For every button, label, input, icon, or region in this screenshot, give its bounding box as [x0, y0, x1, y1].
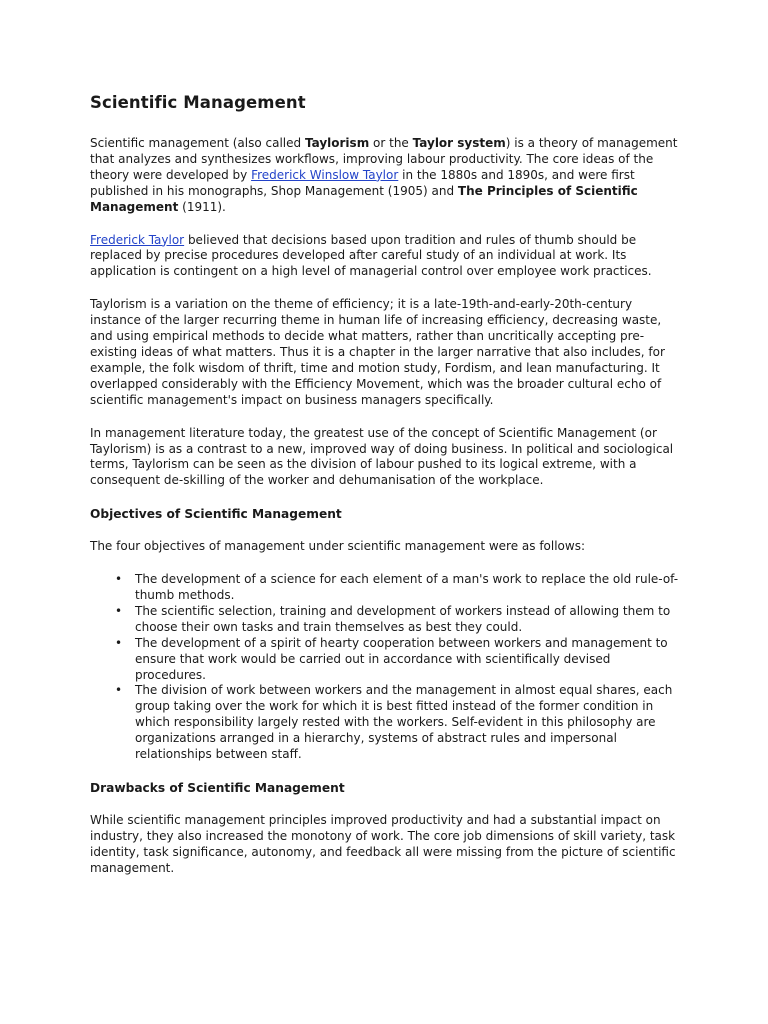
list-item-text: The division of work between workers and the management in almost equal shares, each group taking over the work for which it is best fitted instead of the former condition in which responsibility largely rested with the workers. Self-evident in this philosophy are organizations arranged in a hierarchy, systems of abstract rules and impersonal relationships between staff. [135, 683, 673, 762]
intro-paragraph [90, 136, 680, 216]
list-item [115, 603, 680, 636]
literature-paragraph: In management literature today, the greatest use of the concept of Scientific Management (or Taylorism) is as a contrast to a new, improved way of doing business. In political and sociological terms, Taylorism can be seen as the division of labour pushed to its logical extreme, with a consequent de-skilling of the worker and dehumanisation of the workplace. [90, 425, 674, 488]
list-item [115, 683, 680, 763]
list-item [115, 572, 680, 604]
list-item-text: The development of a science for each element of a man's work to replace the old rule-of-thumb methods. [135, 572, 679, 603]
document-page [90, 92, 680, 894]
bullet-icon: • [115, 572, 123, 587]
frederick-taylor-link[interactable]: Frederick Taylor [90, 232, 185, 247]
bold-principles-title: The Principles of Scientific Management [90, 183, 638, 214]
taylorism-paragraph: Taylorism is a variation on the theme of efficiency; it is a late-19th-and-early-20th-century instance of the larger recurring theme in human life of increasing efficiency, decreasing waste, and using empirical methods to decide what matters, rather than uncritically accepting pre-existing ideas of what matters. Thus it is a chapter in the larger narrative that also includes, for example, the folk wisdom of thrift, time and motion study, Fordism, and lean manufacturing. It overlapped considerably with the Efficiency Movement, which was the broader cultural echo of scientific management's impact on business managers specifically. [90, 297, 665, 407]
intro-text-2: or the [369, 136, 413, 150]
objectives-heading: Objectives of Scientific Management [90, 507, 342, 522]
objectives-intro: The four objectives of management under scientific management were as follows: [90, 539, 586, 554]
frederick-winslow-taylor-link[interactable]: Frederick Winslow Taylor [251, 167, 399, 182]
bold-taylorism: Taylorism [304, 136, 370, 150]
bullet-icon: • [115, 635, 123, 650]
list-item-text: The scientific selection, training and development of workers instead of allowing them to choose their own tasks and train themselves as best they could. [135, 603, 671, 634]
list-item [115, 635, 680, 684]
intro-text-1: Scientific management (also called [90, 136, 305, 150]
taylor-paragraph-text: believed that decisions based upon tradition and rules of thumb should be replaced by precise procedures developed after careful study of an individual at work. Its application is contingent on a high level of managerial control over employee work practices. [90, 232, 652, 279]
taylor-paragraph [90, 233, 680, 281]
list-item-text: The development of a spirit of hearty cooperation between workers and management to ensure that work would be carried out in accordance with scientifically devised procedures. [135, 635, 668, 682]
page-title: Scientific Management [90, 93, 306, 112]
drawbacks-heading: Drawbacks of Scientific Management [90, 781, 345, 795]
objectives-list [90, 572, 680, 763]
intro-text-3: ) is a theory of management that analyzes and synthesizes workflows, improving labour productivity. The core ideas of the theory were developed by [90, 136, 678, 182]
bullet-icon: • [115, 683, 123, 698]
intro-text-5: (1911). [178, 199, 226, 214]
intro-text-4: in the 1880s and 1890s, and were first published in his monographs, Shop Management (1905) and [90, 167, 635, 198]
bullet-icon: • [115, 603, 123, 618]
bold-taylor-system: Taylor system [412, 136, 506, 150]
drawbacks-paragraph: While scientific management principles improved productivity and had a substantial impact on industry, they also increased the monotony of work. The core job dimensions of skill variety, task identity, task significance, autonomy, and feedback all were missing from the picture of scientific management. [90, 813, 676, 875]
